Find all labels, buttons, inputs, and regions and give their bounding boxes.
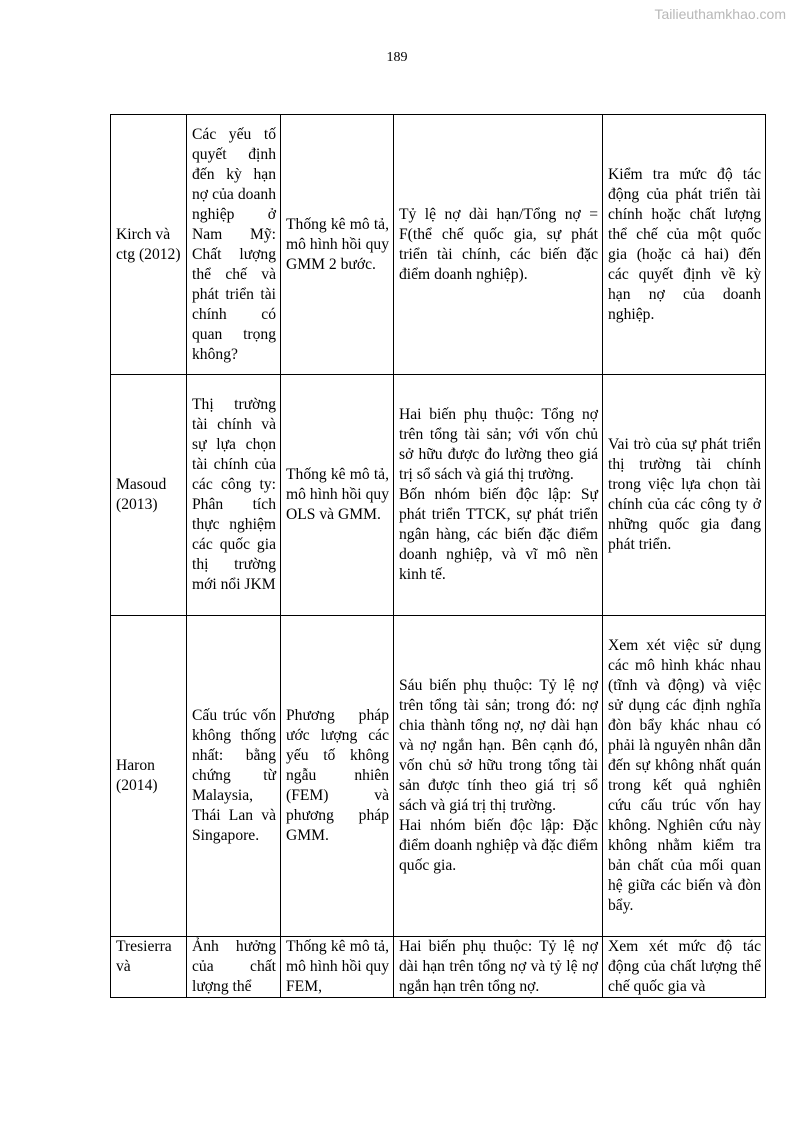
table-row	[111, 616, 766, 937]
watermark: Tailieuthamkhao.com	[654, 6, 786, 22]
method-cell: Thống kê mô tả, mô hình hồi quy OLS và GMM.	[281, 375, 394, 616]
objective-cell: Xem xét mức độ tác động của chất lượng thể chế quốc gia và	[603, 937, 766, 998]
author-cell: Masoud (2013)	[111, 375, 187, 616]
method-cell: Thống kê mô tả, mô hình hồi quy GMM 2 bước.	[281, 115, 394, 375]
literature-review-table	[110, 114, 766, 998]
table-row	[111, 115, 766, 375]
objective-cell: Xem xét việc sử dụng các mô hình khác nhau (tĩnh và động) và việc sử dụng các định nghĩa đòn bẩy khác nhau có phải là nguyên nhân dẫn đến sự không nhất quán trong kết quả nghiên cứu cấu trúc vốn hay không. Nghiên cứu này không nhằm kiểm tra bản chất của mối quan hệ giữa các biến và đòn bẩy.	[603, 616, 766, 937]
table-row	[111, 937, 766, 998]
table-row	[111, 375, 766, 616]
variables-cell: Sáu biến phụ thuộc: Tỷ lệ nợ trên tổng tài sản; trong đó: nợ chia thành tổng nợ, nợ dài hạn và nợ ngắn hạn. Bên cạnh đó, vốn chủ sở hữu trong tổng tài sản được tính theo giá trị sổ sách và giá trị thị trường. Hai nhóm biến độc lập: Đặc điểm doanh nghiệp và đặc điểm quốc gia.	[394, 616, 603, 937]
objective-cell: Vai trò của sự phát triển thị trường tài chính trong việc lựa chọn tài chính của các công ty ở những quốc gia đang phát triển.	[603, 375, 766, 616]
objective-cell: Kiểm tra mức độ tác động của phát triển tài chính hoặc chất lượng thể chế của một quốc gia (hoặc cả hai) đến các quyết định về kỳ hạn nợ của doanh nghiệp.	[603, 115, 766, 375]
title-cell: Cấu trúc vốn không thống nhất: bằng chứng từ Malaysia, Thái Lan và Singapore.	[187, 616, 281, 937]
method-cell: Thống kê mô tả, mô hình hồi quy FEM,	[281, 937, 394, 998]
author-cell: Haron (2014)	[111, 616, 187, 937]
author-cell: Tresierra và	[111, 937, 187, 998]
author-cell: Kirch và ctg (2012)	[111, 115, 187, 375]
variables-cell: Hai biến phụ thuộc: Tổng nợ trên tổng tài sản; với vốn chủ sở hữu được đo lường theo giá trị sổ sách và giá thị trường. Bốn nhóm biến độc lập: Sự phát triển TTCK, sự phát triển ngân hàng, các biến đặc điểm doanh nghiệp, và vĩ mô nền kinh tế.	[394, 375, 603, 616]
variables-cell: Hai biến phụ thuộc: Tỷ lệ nợ dài hạn trên tổng nợ và tỷ lệ nợ ngắn hạn trên tổng nợ.	[394, 937, 603, 998]
variables-cell: Tỷ lệ nợ dài hạn/Tổng nợ = F(thể chế quốc gia, sự phát triển tài chính, các biến đặc điểm doanh nghiệp).	[394, 115, 603, 375]
page-number: 189	[386, 50, 408, 65]
title-cell: Ảnh hưởng của chất lượng thể	[187, 937, 281, 998]
method-cell: Phương pháp ước lượng các yếu tố không ngẫu nhiên (FEM) và phương pháp GMM.	[281, 616, 394, 937]
title-cell: Thị trường tài chính và sự lựa chọn tài chính của các công ty: Phân tích thực nghiệm các quốc gia thị trường mới nổi JKM	[187, 375, 281, 616]
title-cell: Các yếu tố quyết định đến kỳ hạn nợ của doanh nghiệp ở Nam Mỹ: Chất lượng thể chế và phát triển tài chính có quan trọng không?	[187, 115, 281, 375]
